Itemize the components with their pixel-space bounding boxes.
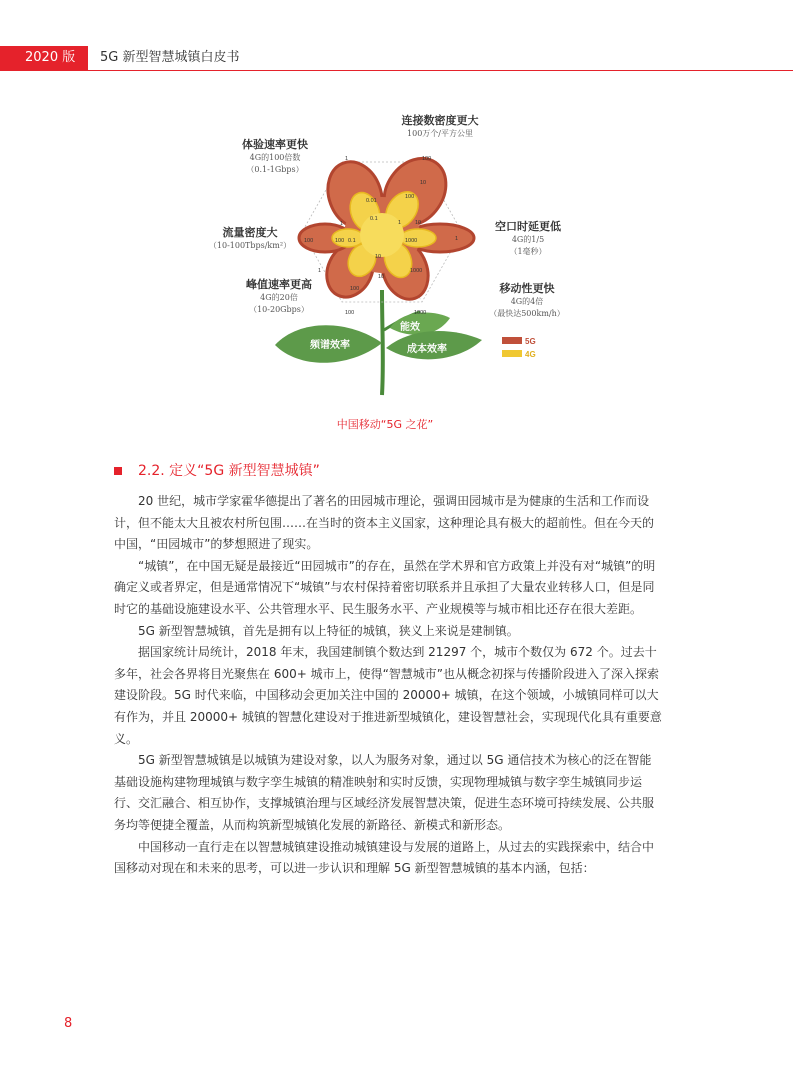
paragraph: 中国移动一直行走在以智慧城镇建设推动城镇建设与发展的道路上，从过去的实践探索中，结合中国移动对现在和未来的思考，可以进一步认识和理解 5G 新型智慧城镇的基本内涵，包括： — [114, 839, 655, 876]
tick-label: 1000 — [405, 238, 418, 244]
label-peak-rate: 峰值速率更高 4G的20倍 （10-20Gbps） — [246, 278, 312, 314]
flower-stem — [382, 290, 383, 395]
tick-label: 1000 — [414, 310, 427, 316]
leaf-label-cost: 成本效率 — [407, 344, 447, 355]
paragraph: 20 世纪，城市学家霍华德提出了著名的田园城市理论，强调田园城市是为健康的生活和工作而设计，但不能太大且被农村所包围……在当时的资本主义国家，这种理论具有极大的超前性。但在今天的中国，“田园城市”的梦想照进了现实。 — [114, 494, 655, 552]
header-divider — [0, 70, 793, 71]
tick-label: 100 — [350, 286, 360, 292]
tick-label: 100 — [345, 310, 355, 316]
leaf-label-spectrum: 频谱效率 — [310, 340, 350, 351]
section-bullet — [114, 467, 122, 475]
figure-caption: 中国移动“5G 之花” — [336, 418, 434, 431]
tick-label: 100 — [422, 156, 432, 162]
paragraph: 5G 新型智慧城镇是以城镇为建设对象，以人为服务对象，通过以 5G 通信技术为核心的泛在智能基础设施构建物理城镇与数字孪生城镇的精准映射和实时反馈，实现物理城镇与数字孪生城镇同步运行、交汇融合、相互协作，支撑城镇治理与区域经济发展智慧决策，促进生态环境可持续发展、公共服务均等便捷全覆盖，从而构筑新型城镇化发展的新路径、新模式和新形态。 — [114, 753, 655, 832]
tick-label: 0.1 — [348, 238, 356, 244]
edition-badge — [0, 46, 88, 70]
tick-label: 100 — [405, 194, 415, 200]
tick-label: 1000 — [410, 268, 423, 274]
tick-label: 0.1 — [370, 216, 378, 222]
page-number: 8 — [64, 1016, 73, 1031]
tick-label: 10 — [415, 220, 422, 226]
document-title: 5G 新型智慧城镇白皮书 — [100, 50, 240, 65]
tick-label: 1 — [398, 220, 402, 226]
label-mobility: 移动性更快 4G的4倍 （最快达500km/h） — [489, 282, 565, 318]
tick-label: 1 — [455, 236, 459, 242]
section-number: 2.2. — [138, 463, 165, 479]
tick-label: 100 — [335, 238, 345, 244]
label-latency: 空口时延更低 4G的1/5 （1毫秒） — [495, 220, 561, 256]
5g-flower-figure — [200, 100, 620, 400]
leaf-label-energy: 能效 — [400, 322, 420, 333]
tick-label: 1 — [345, 156, 349, 162]
legend-label-4g: 4G — [525, 350, 536, 359]
legend-swatch-4g — [502, 350, 522, 357]
paragraph: 据国家统计局统计，2018 年末，我国建制镇个数达到 21297 个，城市个数仅为 672 个。过去十多年，社会各界将目光聚焦在 600+ 城市上，使得“智慧城市”也从概念初探与传播阶段进入了深入探索建设阶段。5G 时代来临，中国移动会更加关注中国的 20000+ 城镇，在这个领域，小城镇同样可以大有作为，并且 20000+ 城镇的智慧化建设对于推进新型城镇化，建设智慧社会，实现现代化具有重要意义。 — [114, 645, 662, 746]
flower-legend — [502, 337, 536, 359]
label-experience-rate: 体验速率更快 4G的100倍数 （0.1-1Gbps） — [242, 138, 308, 174]
edition-label: 2020 版 — [25, 50, 76, 65]
section-title: 定义“5G 新型智慧城镇” — [169, 463, 320, 479]
section-heading — [138, 460, 320, 480]
tick-label: 1 — [318, 268, 322, 274]
body-text — [114, 491, 662, 880]
tick-label: 10 — [378, 274, 385, 280]
tick-label: 0.01 — [366, 198, 377, 204]
label-connection-density: 连接数密度更大 100万个/平方公里 — [401, 114, 479, 138]
tick-label: 1 — [340, 221, 344, 227]
legend-label-5g: 5G — [525, 337, 536, 346]
label-traffic-density: 流量密度大 （10-100Tbps/km²） — [208, 226, 292, 250]
tick-label: 100 — [304, 238, 314, 244]
tick-label: 10 — [420, 180, 427, 186]
tick-label: 10 — [375, 254, 382, 260]
paragraph: “城镇”，在中国无疑是最接近“田园城市”的存在，虽然在学术界和官方政策上并没有对“城镇”的明确定义或者界定，但是通常情况下“城镇”与农村保持着密切联系并且承担了大量农业转移人口，但是同时它的基础设施建设水平、公共管理水平、民生服务水平、产业规模等与城市相比还存在很大差距。 — [114, 558, 656, 616]
legend-swatch-5g — [502, 337, 522, 344]
paragraph: 5G 新型智慧城镇，首先是拥有以上特征的城镇，狭义上来说是建制镇。 — [138, 623, 519, 638]
